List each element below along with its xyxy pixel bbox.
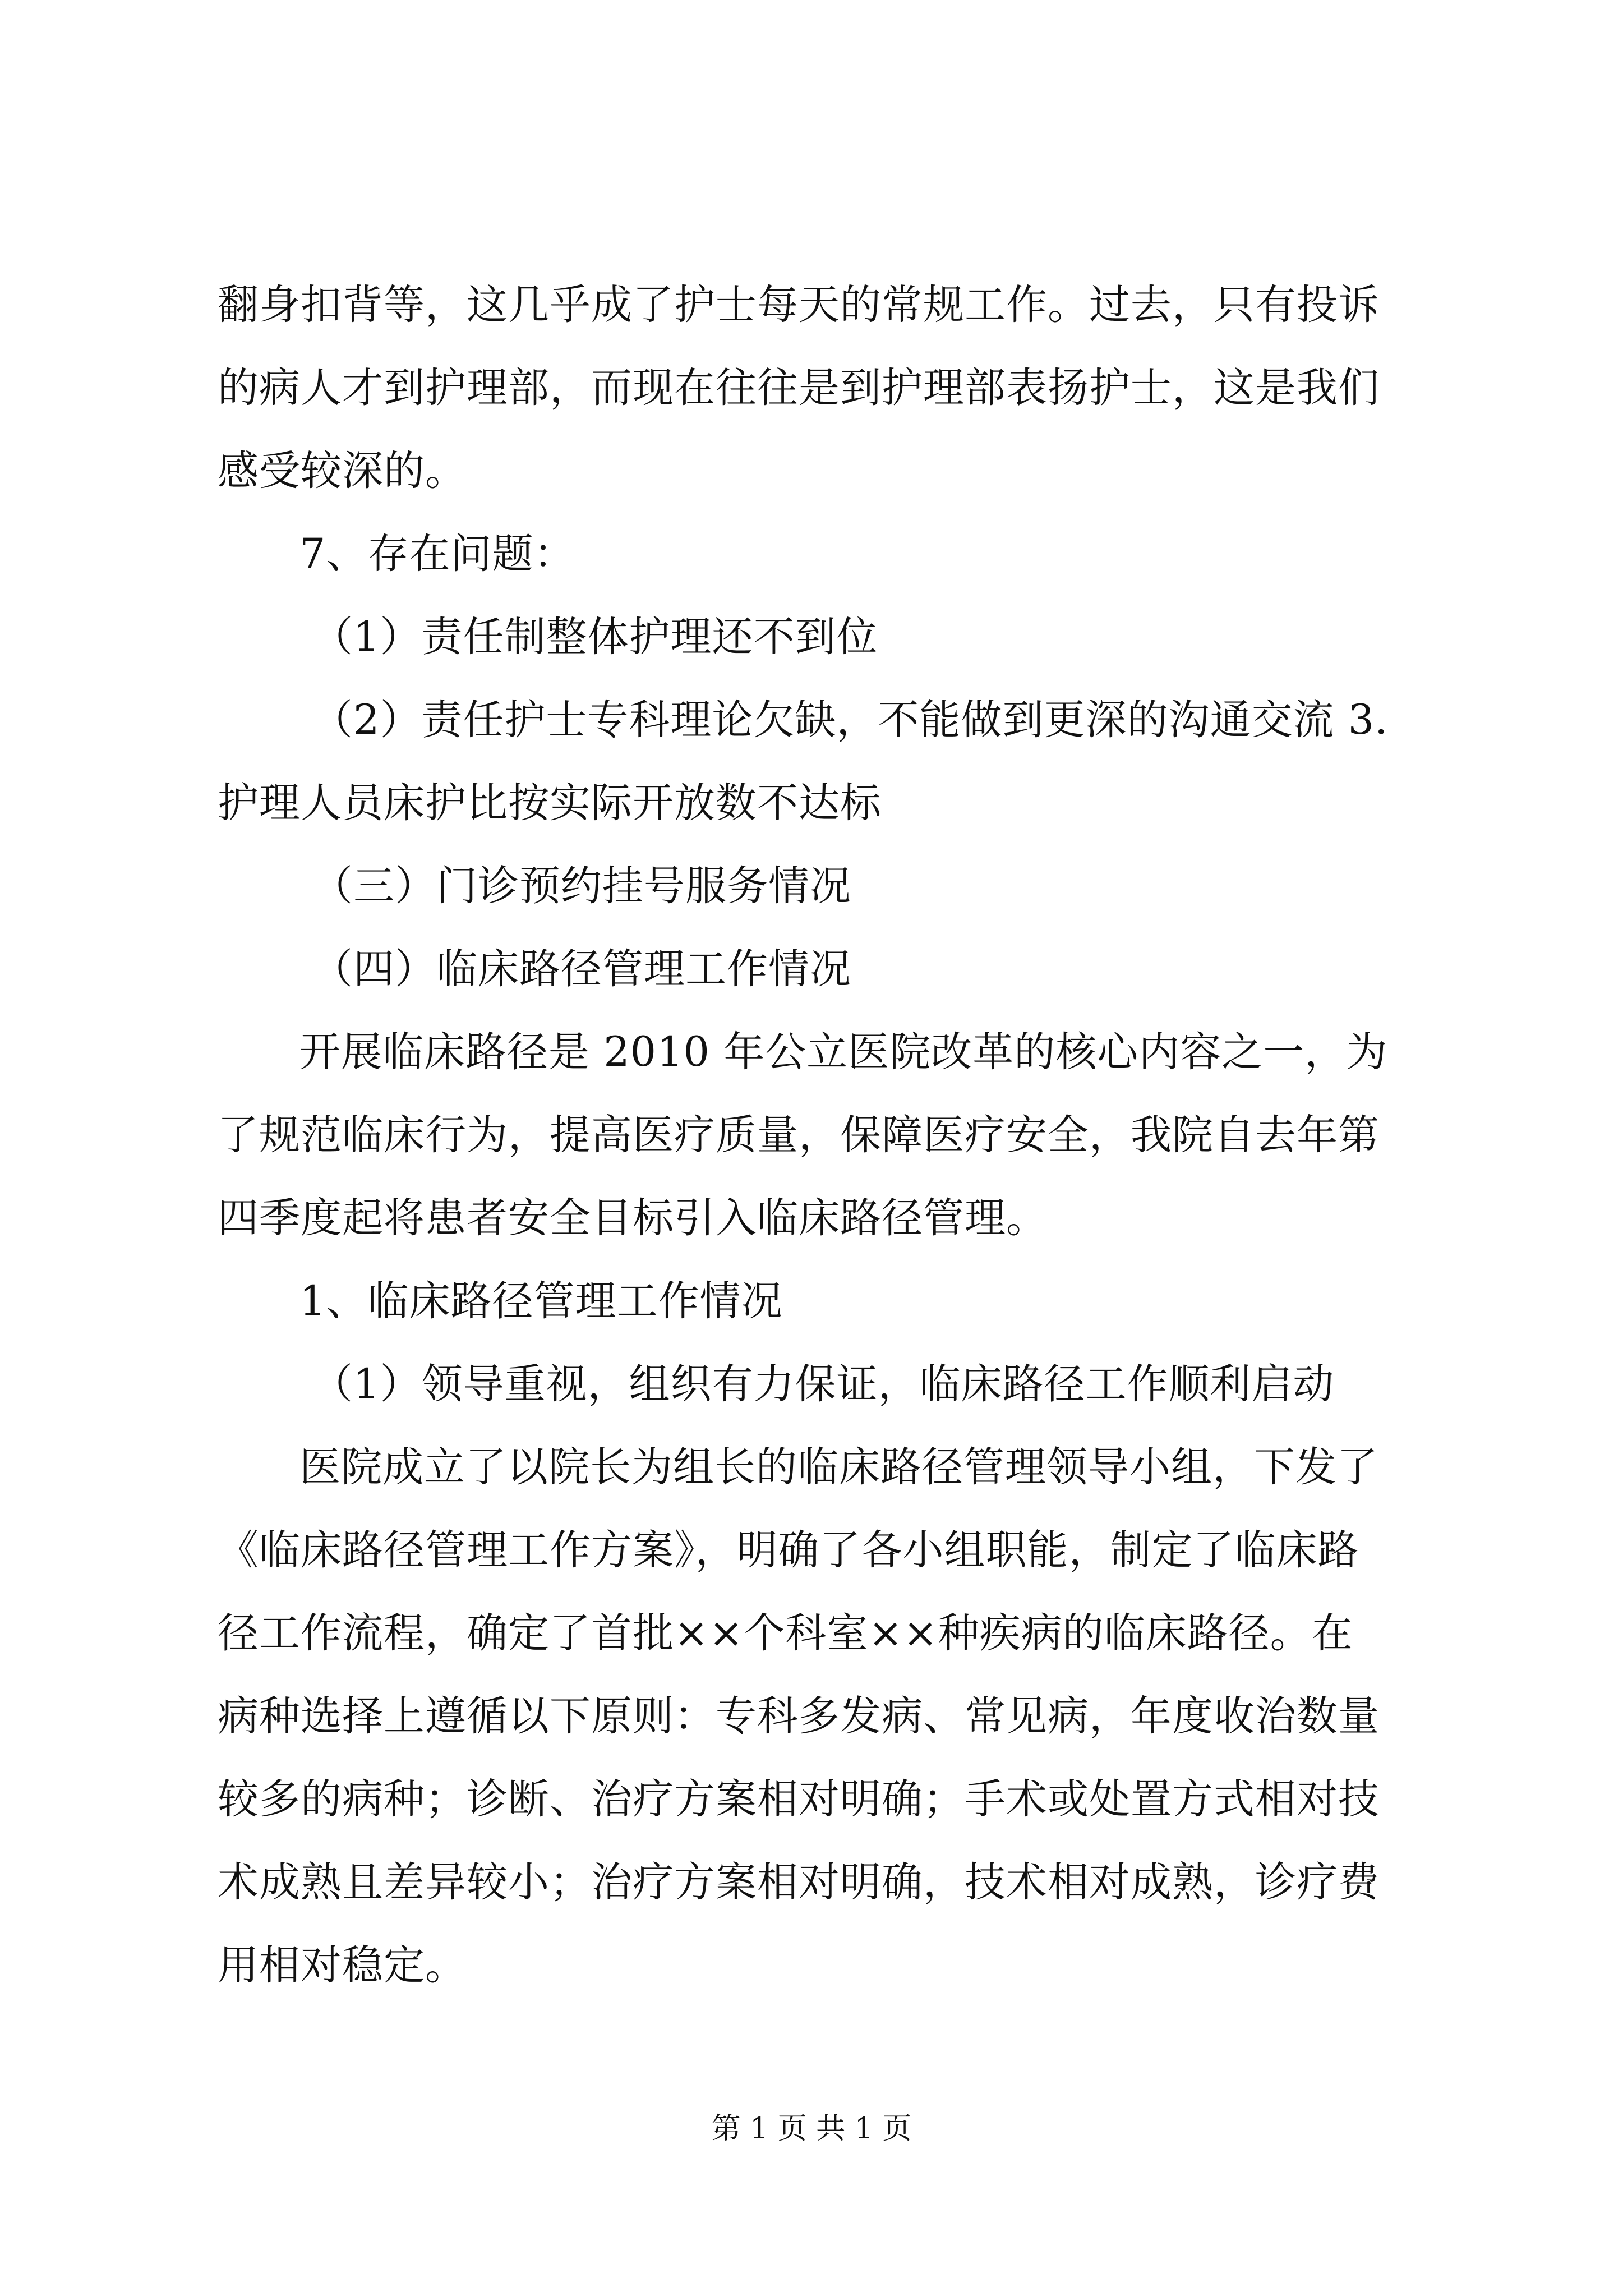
paragraph-line: 术成熟且差异较小；治疗方案相对明确，技术相对成熟，诊疗费: [218, 1858, 1380, 1906]
paragraph-line: 《临床路径管理工作方案》，明确了各小组职能，制定了临床路: [218, 1526, 1359, 1574]
paragraph-line: 医院成立了以院长为组长的临床路径管理领导小组，下发了: [299, 1443, 1378, 1491]
section-heading: （三）门诊预约挂号服务情况: [312, 862, 851, 910]
section-heading: 7、存在问题：: [299, 530, 575, 578]
section-heading: 1、临床路径管理工作情况: [299, 1277, 783, 1325]
page-footer: 第 1 页 共 1 页: [711, 2112, 912, 2146]
paragraph-line: 的病人才到护理部，而现在往往是到护理部表扬护士，这是我们: [218, 364, 1380, 412]
paragraph-line: 病种选择上遵循以下原则：专科多发病、常见病，年度收治数量: [218, 1692, 1380, 1740]
document-body: [218, 264, 1418, 2007]
list-item: （1）责任制整体护理还不到位: [312, 613, 878, 661]
paragraph-line: 感受较深的。: [218, 447, 467, 495]
paragraph-line: 较多的病种；诊断、治疗方案相对明确；手术或处置方式相对技: [218, 1775, 1380, 1823]
paragraph-line: 开展临床路径是 2010 年公立医院改革的核心内容之一，为: [299, 1028, 1388, 1076]
paragraph-line: 护理人员床护比按实际开放数不达标: [218, 779, 882, 827]
list-item: （2）责任护士专科理论欠缺，不能做到更深的沟通交流 3.: [312, 696, 1389, 744]
section-heading: （四）临床路径管理工作情况: [312, 945, 851, 993]
paragraph-line: 用相对稳定。: [218, 1941, 467, 1989]
paragraph-line: 翻身扣背等，这几乎成了护士每天的常规工作。过去，只有投诉: [218, 281, 1380, 329]
list-item: （1）领导重视，组织有力保证，临床路径工作顺利启动: [312, 1360, 1335, 1408]
paragraph-line: 四季度起将患者安全目标引入临床路径管理。: [218, 1194, 1048, 1242]
paragraph-line: 了规范临床行为，提高医疗质量，保障医疗安全，我院自去年第: [218, 1111, 1380, 1159]
paragraph-line: 径工作流程，确定了首批××个科室××种疾病的临床路径。在: [218, 1609, 1353, 1657]
